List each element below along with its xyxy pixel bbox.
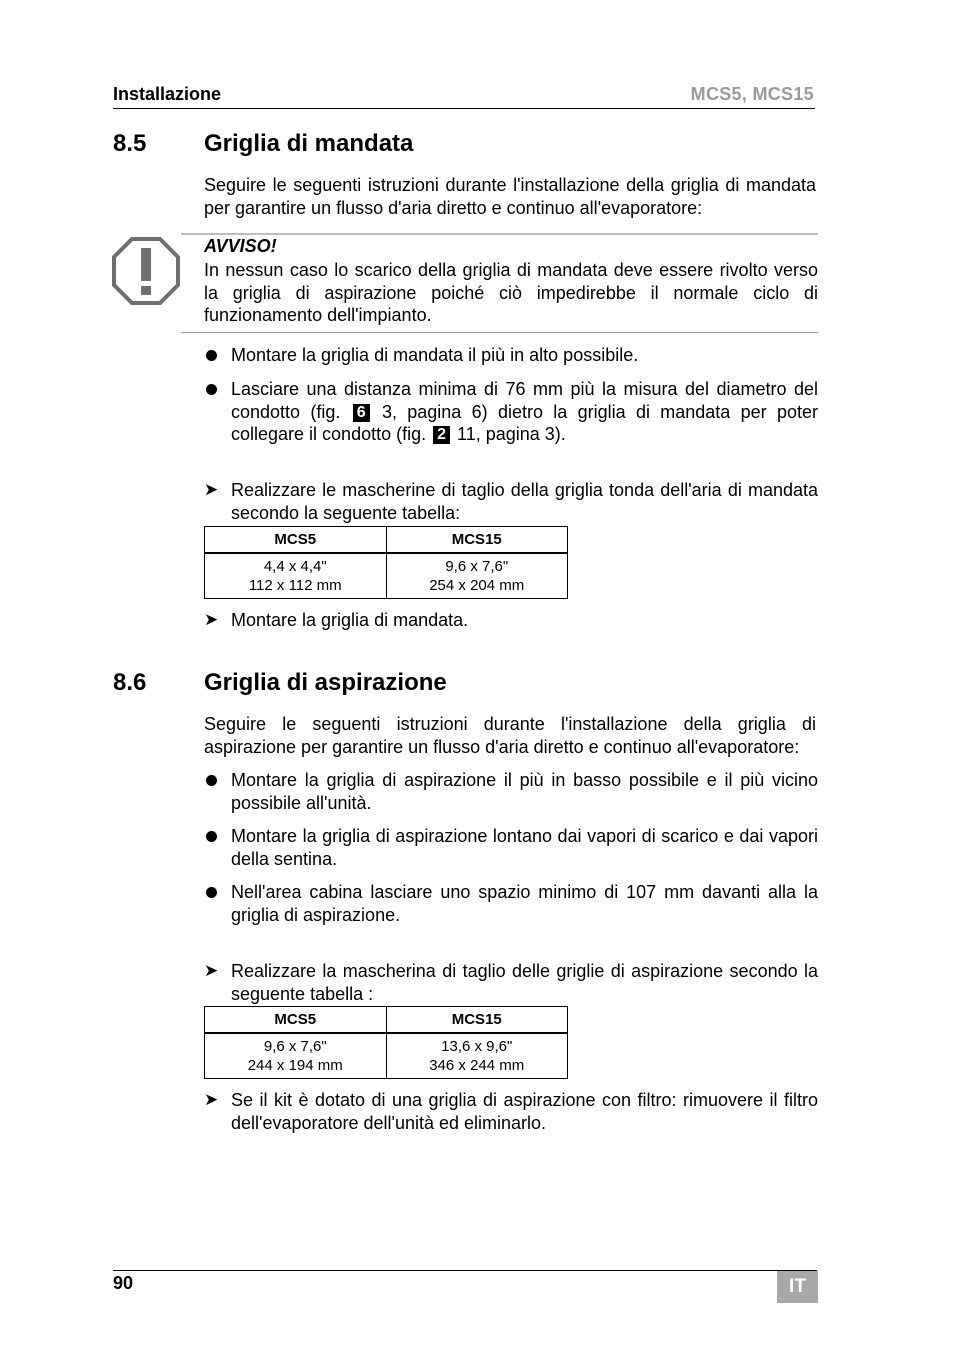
section-number: 8.6 [113,669,147,696]
bullet-item: Montare la griglia di aspirazione lontano dai vapori di scarico e dai vapori della sentina. [231,826,818,869]
cell-inch: 9,6 x 7,6" [263,1038,327,1055]
table-cell [205,553,387,599]
table-header-mcs15: MCS15 [386,1007,568,1034]
arrow-step-icon: ➤ [204,961,219,980]
table-header-mcs15: MCS15 [386,527,568,554]
arrow-step-icon: ➤ [204,610,219,629]
bullet-item: Montare la griglia di mandata il più in alto possibile. [231,345,639,365]
cell-inch: 4,4 x 4,4" [263,558,327,575]
section-intro: Seguire le seguenti istruzioni durante l'installazione della griglia di mandata per garantire un flusso d'aria diretto e continuo all'evaporatore: [204,175,816,218]
bullet-text-part: 3, pagina 6) dietro la griglia di mandata per poter collegare il condotto (fig. [231,401,818,444]
bullet-item-duct-distance [231,378,818,446]
table-cell [386,553,568,599]
table-header-mcs5: MCS5 [205,527,387,554]
language-badge: IT [777,1271,818,1303]
bullet-dot-icon [206,775,217,786]
cell-mm: 112 x 112 mm [248,577,342,594]
arrow-step-icon: ➤ [204,480,219,499]
step-item: Realizzare la mascherina di taglio delle griglie di aspirazione secondo la seguente tabella : [231,961,818,1004]
running-header-section: Installazione [113,84,222,104]
bullet-item: Montare la griglia di aspirazione il più in basso possibile e il più vicino possibile all'unità. [231,770,818,813]
warning-top-rule [181,233,818,235]
warning-bottom-rule [181,332,818,333]
bullet-item: Nell'area cabina lasciare uno spazio minimo di 107 mm davanti alla la griglia di aspirazione. [231,882,818,925]
cell-mm: 346 x 244 mm [429,1057,525,1074]
figure-ref-badge: 2 [433,426,450,444]
cell-inch: 9,6 x 7,6" [445,558,509,575]
cutout-table-return [204,1006,568,1079]
warning-octagon-icon [112,237,180,305]
warning-text: In nessun caso lo scarico della griglia di mandata deve essere rivolto verso la griglia di aspirazione poiché ciò impedirebbe il normale ciclo di funzionamento dell'impianto. [204,260,818,325]
bullet-dot-icon [206,887,217,898]
footer-rule [113,1270,817,1271]
cutout-table-supply [204,526,568,599]
section-number: 8.5 [113,130,147,157]
bullet-text-part: 11, pagina 3). [457,424,566,444]
step-item: Se il kit è dotato di una griglia di aspirazione con filtro: rimuovere il filtro dell'evaporatore dell'unità ed eliminarlo. [231,1090,818,1133]
cell-mm: 254 x 204 mm [429,577,525,594]
step-item: Realizzare le mascherine di taglio della griglia tonda dell'aria di mandata secondo la seguente tabella: [231,480,818,523]
section-title: Griglia di mandata [204,130,414,157]
bullet-dot-icon [206,350,217,361]
page-number: 90 [113,1273,134,1293]
arrow-step-icon: ➤ [204,1090,219,1109]
table-header-mcs5: MCS5 [205,1007,387,1034]
table-cell [205,1033,387,1079]
running-header-models: MCS5, MCS15 [690,84,814,104]
bullet-dot-icon [206,384,217,395]
bullet-text-part: Lasciare una distanza minima di 76 mm più la misura del diametro del condotto (fig. [231,379,818,422]
header-rule [113,108,815,109]
cell-mm: 244 x 194 mm [247,1057,343,1074]
table-cell [386,1033,568,1079]
bullet-dot-icon [206,831,217,842]
warning-title: AVVISO! [204,236,277,256]
step-item: Montare la griglia di mandata. [231,610,469,630]
section-intro: Seguire le seguenti istruzioni durante l'installazione della griglia di aspirazione per garantire un flusso d'aria diretto e continuo all'evaporatore: [204,714,816,757]
cell-inch: 13,6 x 9,6" [441,1038,513,1055]
figure-ref-badge: 6 [353,404,370,422]
section-title: Griglia di aspirazione [204,669,447,696]
